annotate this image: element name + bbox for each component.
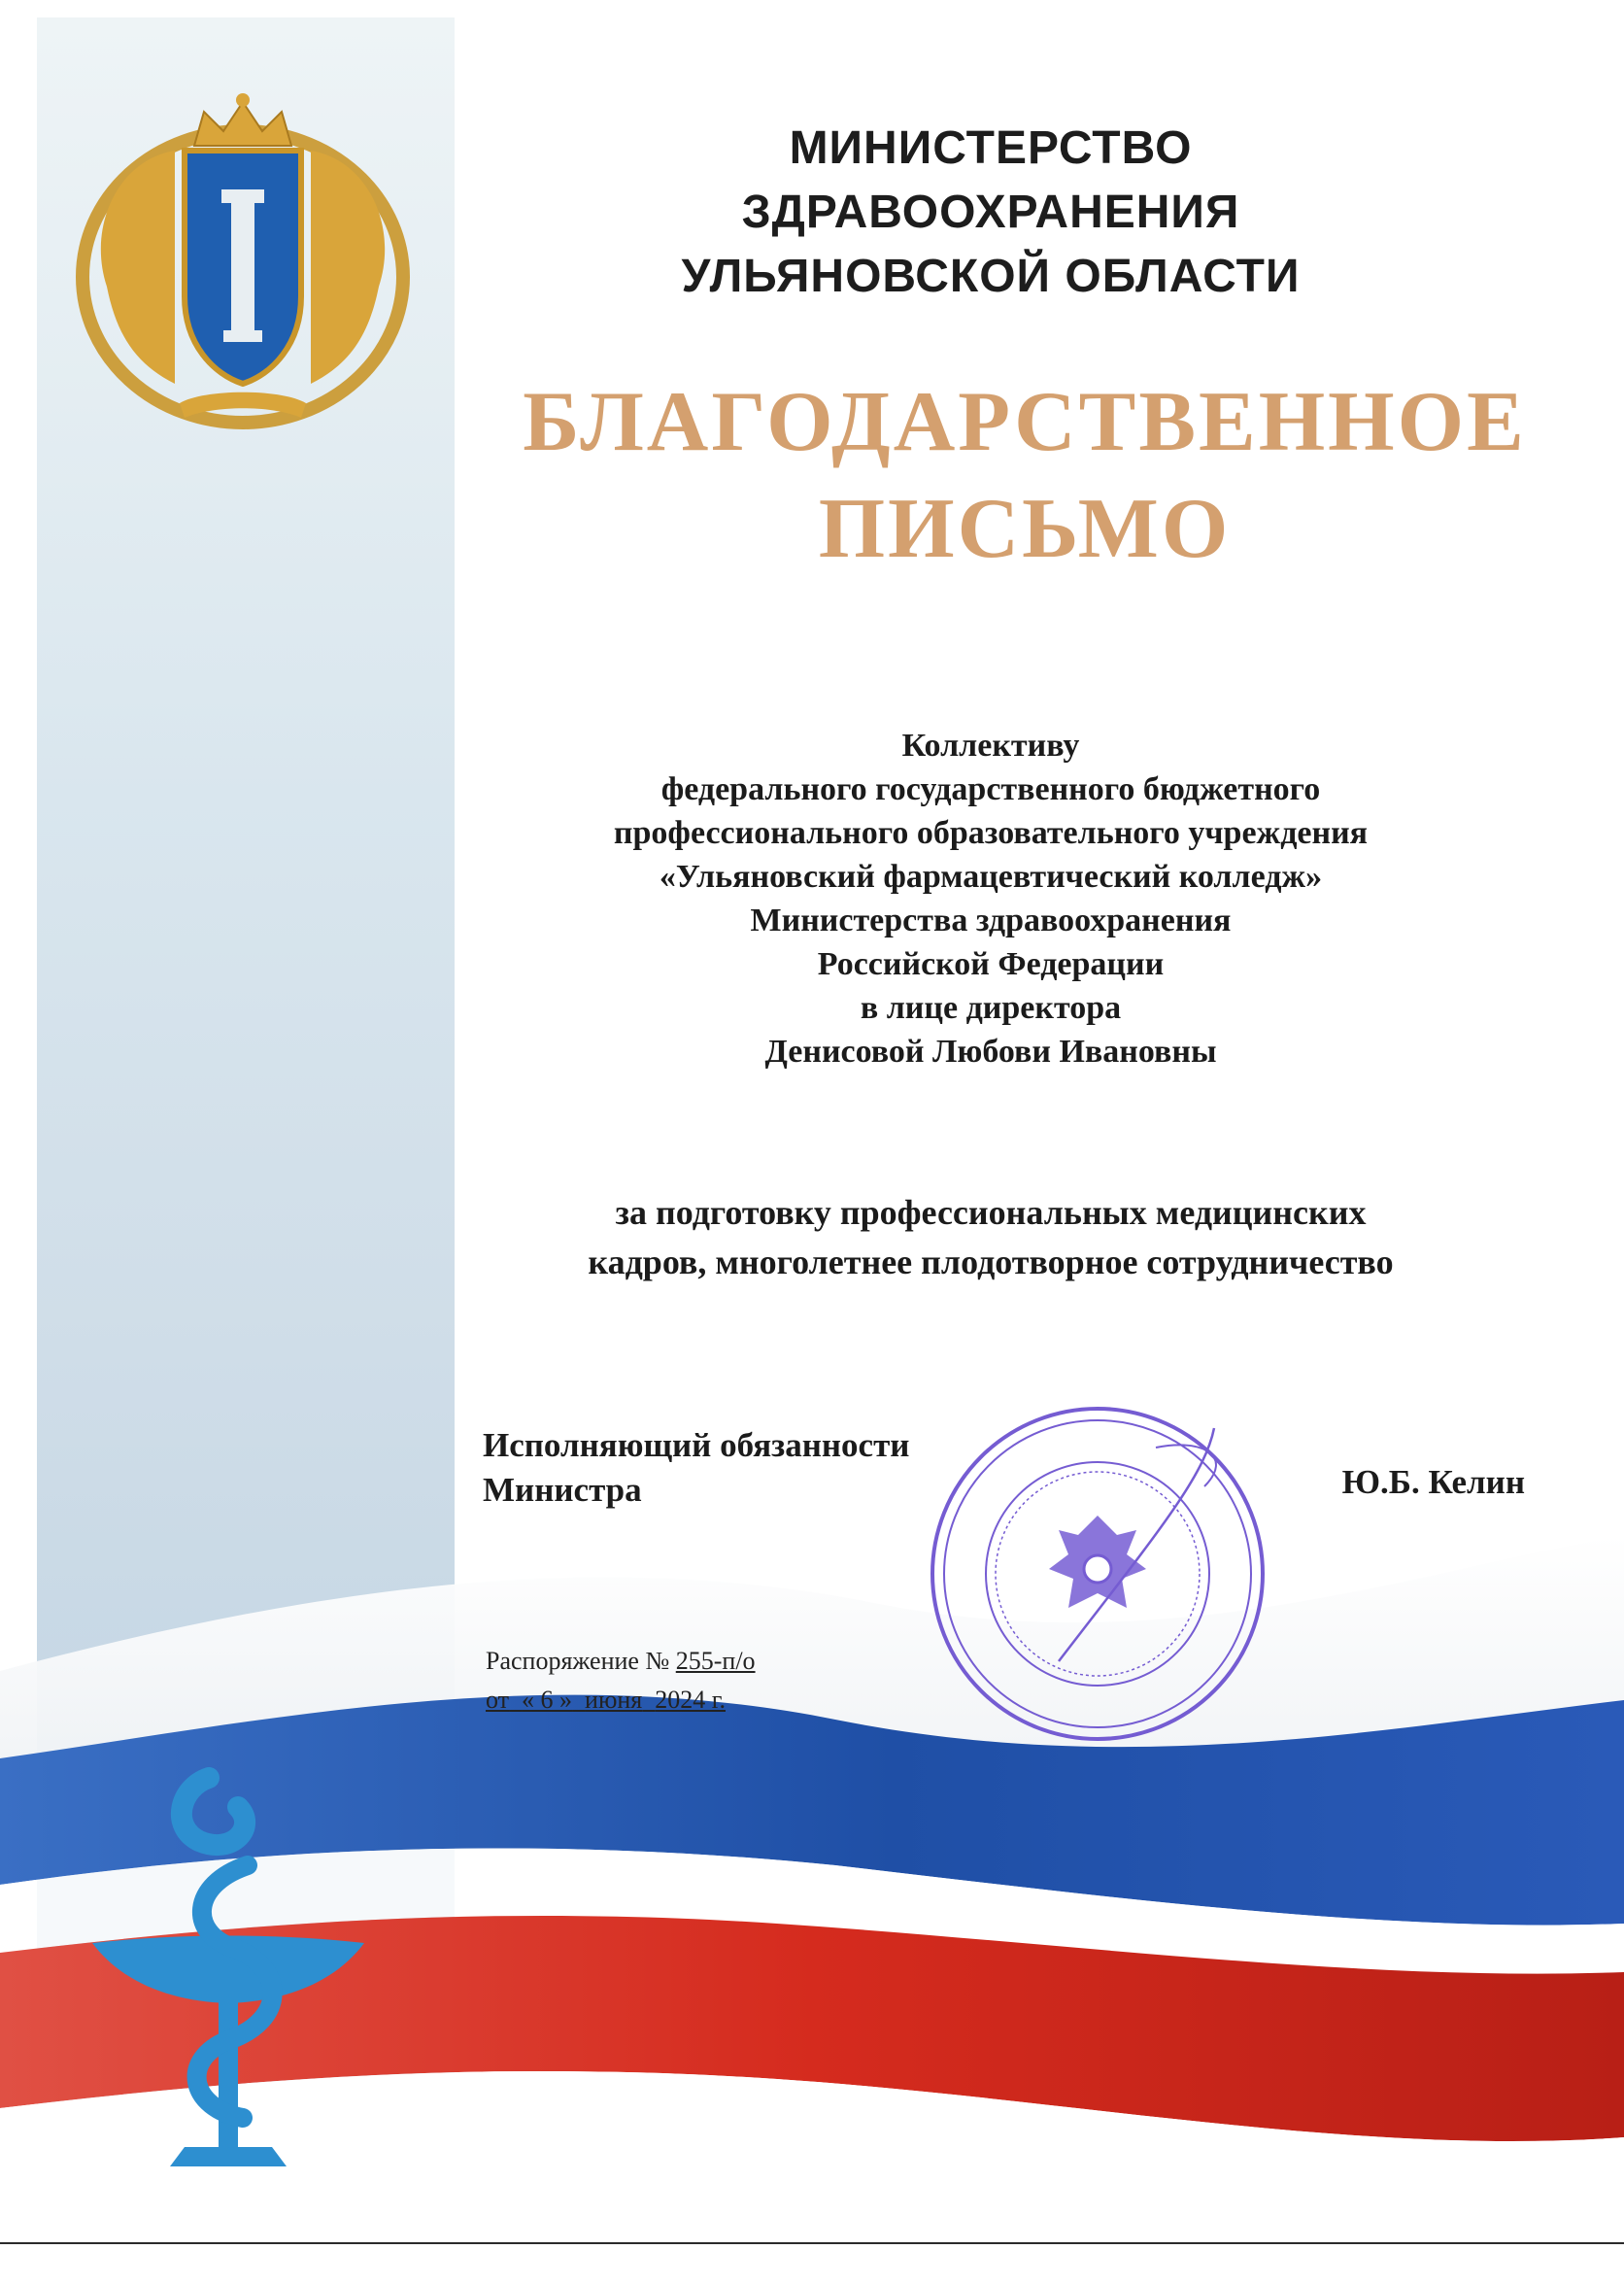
order-year: 2024 г.	[655, 1686, 726, 1714]
recipient-line: федерального государственного бюджетного	[660, 771, 1321, 807]
signer-role	[483, 1423, 1027, 1513]
title-line: БЛАГОДАРСТВЕННОЕ	[523, 375, 1527, 469]
reason-line: кадров, многолетнее плодотворное сотрудничество	[588, 1243, 1394, 1281]
recipient-line: профессионального образовательного учреждения	[613, 815, 1369, 851]
document-title	[476, 369, 1573, 583]
order-day: « 6 »	[522, 1686, 573, 1714]
signer-name: Ю.Б. Келин	[1341, 1463, 1525, 1501]
title-line: ПИСЬМО	[818, 482, 1232, 576]
page-top-margin	[0, 0, 1624, 17]
recipient-line: в лице директора	[860, 990, 1122, 1026]
signer-role-line: Министра	[483, 1471, 642, 1509]
order-date-line	[486, 1681, 894, 1720]
ministry-name	[602, 117, 1379, 309]
order-number-line	[486, 1642, 894, 1681]
order-label: Распоряжение №	[486, 1647, 670, 1675]
ministry-line: ЗДРАВООХРАНЕНИЯ	[741, 187, 1240, 238]
order-month: июня	[585, 1686, 643, 1714]
recipient-line: Денисовой Любови Ивановны	[764, 1034, 1217, 1070]
reason-block	[457, 1188, 1525, 1287]
ministry-line: УЛЬЯНОВСКОЙ ОБЛАСТИ	[681, 251, 1301, 302]
emblem-motto-ribbon	[175, 384, 311, 423]
reason-line: за подготовку профессиональных медицинских	[615, 1193, 1367, 1232]
recipient-line: Министерства здравоохранения	[750, 903, 1232, 938]
order-number: 255-п/о	[675, 1647, 756, 1675]
recipient-line: Коллективу	[901, 728, 1080, 764]
recipient-line: Российской Федерации	[817, 946, 1165, 982]
page-bottom-margin	[0, 2242, 1624, 2284]
order-date-prefix: от	[486, 1686, 510, 1714]
recipient-block	[476, 724, 1506, 1074]
ministry-line: МИНИСТЕРСТВО	[789, 122, 1193, 174]
recipient-line: «Ульяновский фармацевтический колледж»	[659, 859, 1323, 895]
bowl-of-hygieia-icon	[63, 1749, 393, 2205]
order-reference	[486, 1642, 894, 1720]
signer-role-line: Исполняющий обязанности	[483, 1426, 910, 1464]
